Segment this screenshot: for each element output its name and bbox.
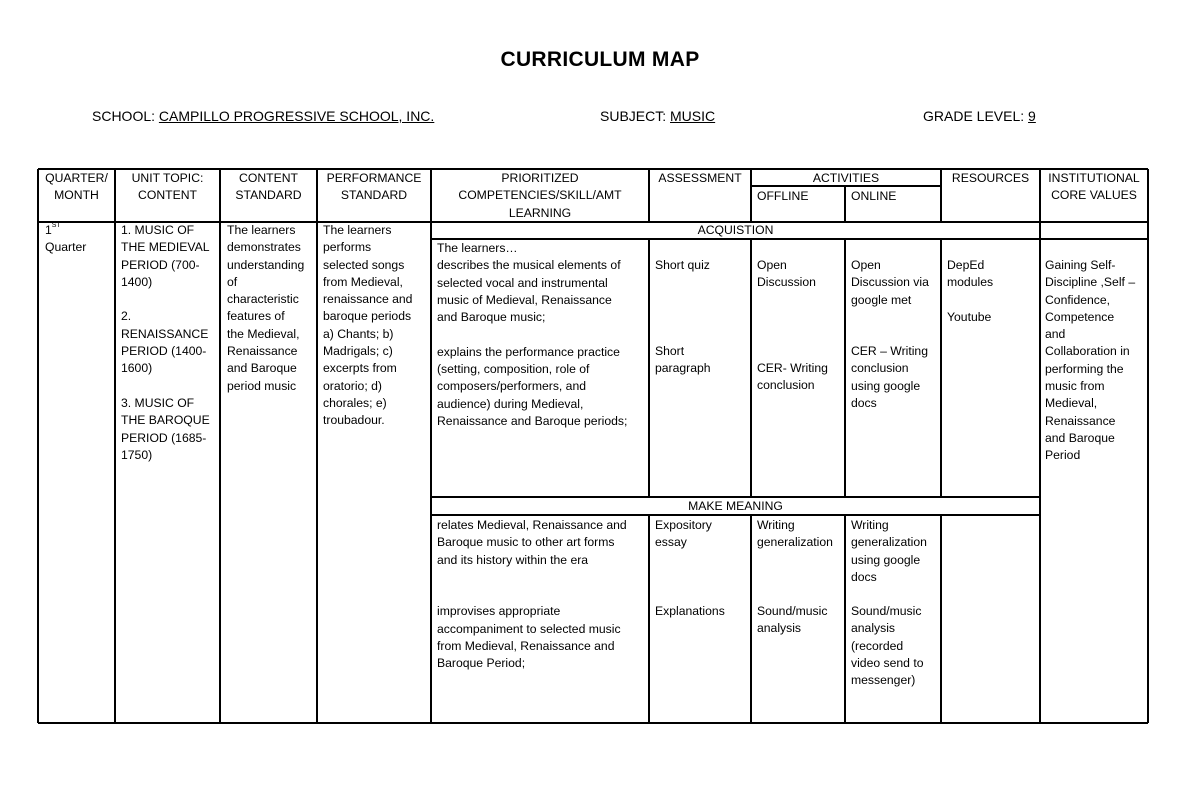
core-values-text-line: and [1045, 327, 1066, 342]
core-values-text-line: Confidence, [1045, 292, 1111, 307]
table-rule [1039, 169, 1040, 723]
content-standard-line: Renaissance [227, 344, 298, 359]
header-offline [757, 188, 808, 205]
section-acquisition [431, 222, 1040, 239]
performance-standard-line: from Medieval, [323, 274, 403, 289]
acq-competencies-line: explains the performance practice [437, 344, 620, 359]
performance-standard-line: The learners [323, 223, 392, 237]
acq-online-cer-line: using google [851, 378, 921, 393]
table-rule [750, 515, 751, 723]
acq-competencies-line: The learners… [437, 241, 518, 255]
unit-topics-line: PERIOD (1685- [121, 430, 207, 445]
unit-topics-line [121, 378, 210, 395]
header-online [851, 188, 896, 205]
performance-standard-line: troubadour. [323, 413, 385, 428]
performance-standard-line: oratorio; d) [323, 378, 382, 393]
mm-online-generalization [851, 517, 927, 586]
mm-competencies-line: and its history within the era [437, 552, 589, 567]
quarter-cell [45, 222, 86, 257]
performance-standard-line: performs [323, 240, 372, 255]
header-competencies-line: COMPETENCIES/SKILL/AMT [458, 188, 622, 203]
content-standard-line: period music [227, 378, 297, 393]
content-standard-line: characteristic [227, 292, 299, 307]
content-standard-line: features of [227, 309, 285, 324]
acq-offline-cer [757, 360, 828, 395]
table-rule [37, 169, 39, 723]
header-unit-topic [115, 170, 220, 205]
performance-standard-line: chorales; e) [323, 395, 387, 410]
mm-assessment-explanations-line: Explanations [655, 604, 725, 618]
table-rule [750, 239, 751, 497]
table-rule [1147, 169, 1149, 723]
unit-topics-line: 1400) [121, 274, 153, 289]
acq-assessment-quiz [655, 257, 710, 274]
acq-competencies-line: music of Medieval, Renaissance [437, 292, 612, 307]
resources-list-line: DepEd [947, 258, 985, 272]
subject-value: MUSIC [670, 108, 716, 124]
acq-offline-discussion-line: Discussion [757, 275, 816, 290]
performance-standard-line: a) Chants; b) [323, 326, 394, 341]
mm-competencies-line: from Medieval, Renaissance and [437, 639, 615, 654]
acq-online-cer-line: docs [851, 395, 877, 410]
performance-standard-line: selected songs [323, 257, 405, 272]
header-unit-topic-line: CONTENT [138, 188, 197, 203]
mm-offline-generalization [757, 517, 833, 552]
unit-topics-line: 1750) [121, 447, 153, 462]
mm-online-analysis-line: Sound/music [851, 604, 922, 618]
table-rule [316, 169, 317, 723]
acq-competencies-line: composers/performers, and [437, 379, 587, 394]
content-standard-line: the Medieval, [227, 326, 300, 341]
acq-competencies-line: audience) during Medieval, [437, 396, 584, 411]
acq-offline-discussion [757, 257, 816, 292]
mm-competencies-line [437, 586, 627, 603]
school-field [92, 108, 434, 124]
core-values-text-line: Gaining Self- [1045, 258, 1116, 272]
acq-competencies [437, 240, 627, 430]
header-core-values-line: CORE VALUES [1051, 188, 1137, 203]
mm-online-generalization-line: generalization [851, 535, 927, 550]
mm-assessment-essay [655, 517, 712, 552]
grade-level-label: GRADE LEVEL: [923, 108, 1029, 124]
mm-competencies-line: relates Medieval, Renaissance and [437, 518, 627, 532]
table-rule [430, 169, 431, 723]
unit-topics-line: THE MEDIEVAL [121, 240, 210, 255]
mm-competencies [437, 517, 627, 673]
acq-offline-cer-line: CER- Writing [757, 361, 828, 375]
school-value: CAMPILLO PROGRESSIVE SCHOOL, INC. [158, 108, 435, 124]
header-quarter-month-line: QUARTER/ [45, 171, 108, 185]
header-activities [751, 170, 941, 187]
mm-competencies-line [437, 569, 627, 586]
table-rule [940, 515, 941, 723]
mm-competencies-line: improvises appropriate [437, 604, 561, 619]
performance-standard-line: excerpts from [323, 361, 397, 376]
table-rule [940, 239, 941, 497]
unit-topics-line: 1600) [121, 361, 153, 376]
header-performance-standard-line: PERFORMANCE [326, 171, 422, 185]
core-values-text-line: Medieval, [1045, 396, 1098, 411]
header-content-standard-line: STANDARD [235, 188, 302, 203]
content-standard-line: demonstrates [227, 240, 301, 255]
mm-assessment-explanations [655, 603, 725, 620]
table-rule [219, 169, 220, 723]
header-core-values-line: INSTITUTIONAL [1048, 171, 1140, 185]
mm-offline-analysis-line: Sound/music [757, 604, 828, 618]
mm-online-generalization-line: using google [851, 552, 921, 567]
section-acquisition-line: ACQUISTION [697, 223, 774, 237]
unit-topics-line: THE BAROQUE [121, 413, 210, 428]
header-core-values [1040, 170, 1148, 205]
mm-offline-analysis-line: analysis [757, 621, 802, 636]
mm-offline-generalization-line: Writing [757, 518, 795, 532]
acq-online-discussion-line: Open [851, 258, 881, 272]
header-performance-standard [317, 170, 431, 205]
performance-standard-line: renaissance and [323, 292, 413, 307]
content-standard-line: understanding [227, 257, 305, 272]
acq-competencies-line [437, 326, 627, 343]
mm-assessment-essay-line: essay [655, 535, 687, 550]
acq-offline-discussion-line: Open [757, 258, 787, 272]
mm-online-analysis-line: (recorded [851, 638, 904, 653]
section-make-meaning-line: MAKE MEANING [688, 499, 783, 513]
mm-online-analysis-line: analysis [851, 621, 896, 636]
header-assessment [649, 170, 751, 187]
grade-level-value: 9 [1028, 108, 1036, 124]
header-performance-standard-line: STANDARD [340, 188, 408, 203]
table-rule [844, 239, 845, 497]
quarter-sup: ST [51, 222, 61, 229]
unit-topics-line: 2. [121, 309, 132, 324]
content-standard [227, 222, 304, 395]
unit-topics-line: PERIOD (1400- [121, 344, 207, 359]
acq-assessment-paragraph-line: Short [655, 344, 685, 358]
core-values-text-line: Period [1045, 448, 1081, 463]
header-resources [941, 170, 1040, 187]
resources-list-line: modules [947, 275, 994, 290]
performance-standard [323, 222, 412, 430]
resources-list-line [947, 292, 993, 309]
quarter-label: Quarter [45, 240, 87, 255]
header-activities-line: ACTIVITIES [812, 171, 880, 185]
acq-online-cer [851, 343, 928, 412]
school-label: SCHOOL: [92, 108, 159, 124]
performance-standard-line: Madrigals; c) [323, 344, 393, 359]
performance-standard-line: baroque periods [323, 309, 412, 324]
unit-topics-line: 1. MUSIC OF [121, 223, 195, 237]
content-standard-line: of [227, 274, 238, 289]
content-standard-line: The learners [227, 223, 296, 237]
acq-assessment-paragraph [655, 343, 711, 378]
mm-online-analysis-line: video send to [851, 655, 924, 670]
core-values-text-line: Renaissance [1045, 413, 1116, 428]
subject-label: SUBJECT: [600, 108, 671, 124]
mm-competencies-line: Baroque music to other art forms [437, 535, 615, 550]
mm-online-analysis [851, 603, 924, 689]
resources-list [947, 257, 993, 326]
mm-offline-generalization-line: generalization [757, 535, 833, 550]
acq-offline-cer-line: conclusion [757, 378, 815, 393]
unit-topics [121, 222, 210, 464]
header-content-standard-line: CONTENT [239, 171, 298, 185]
acq-online-discussion-line: google met [851, 292, 912, 307]
unit-topics-line: 3. MUSIC OF [121, 395, 195, 410]
header-assessment-line: ASSESSMENT [658, 171, 742, 185]
acq-competencies-line: Renaissance and Baroque periods; [437, 413, 628, 428]
section-make-meaning [431, 498, 1040, 515]
header-unit-topic-line: UNIT TOPIC: [131, 171, 204, 185]
header-resources-line: RESOURCES [951, 171, 1030, 185]
header-quarter-month [38, 170, 115, 205]
mm-offline-analysis [757, 603, 827, 638]
acq-competencies-line: and Baroque music; [437, 310, 546, 325]
acq-competencies-line: describes the musical elements of [437, 258, 621, 273]
quarter-num: 1 [45, 223, 52, 237]
mm-online-generalization-line: Writing [851, 518, 889, 532]
header-competencies-line: PRIORITIZED [501, 171, 579, 185]
core-values-text-line: Collaboration in [1045, 344, 1130, 359]
table-rule [648, 239, 649, 497]
table-rule [38, 722, 1148, 724]
page-title: CURRICULUM MAP [500, 48, 700, 71]
acq-assessment-paragraph-line: paragraph [655, 361, 711, 376]
header-competencies-line: LEARNING [508, 205, 572, 220]
mm-competencies-line: Baroque Period; [437, 656, 526, 671]
acq-competencies-line: (setting, composition, role of [437, 362, 590, 377]
header-offline-line: OFFLINE [757, 189, 809, 203]
table-rule [648, 515, 649, 723]
header-quarter-month-line: MONTH [54, 188, 99, 203]
table-rule [844, 515, 845, 723]
table-rule [844, 186, 845, 222]
subject-field [600, 108, 715, 124]
mm-assessment-essay-line: Expository [655, 518, 712, 532]
header-competencies [431, 170, 649, 222]
unit-topics-line: PERIOD (700- [121, 257, 200, 272]
acq-online-cer-line: conclusion [851, 361, 909, 376]
header-online-line: ONLINE [851, 189, 897, 203]
acq-assessment-quiz-line: Short quiz [655, 258, 710, 272]
content-standard-line: and Baroque [227, 361, 297, 376]
core-values-text-line: performing the [1045, 361, 1124, 376]
header-content-standard [220, 170, 317, 205]
grade-level-field [923, 108, 1036, 124]
acq-online-discussion [851, 257, 929, 309]
core-values-text-line: and Baroque [1045, 430, 1115, 445]
mm-online-generalization-line: docs [851, 569, 877, 584]
acq-online-cer-line: CER – Writing [851, 344, 928, 358]
unit-topics-line [121, 291, 210, 308]
core-values-text [1045, 257, 1135, 465]
mm-online-analysis-line: messenger) [851, 673, 916, 688]
unit-topics-line: RENAISSANCE [121, 326, 209, 341]
core-values-text-line: Competence [1045, 309, 1115, 324]
core-values-text-line: music from [1045, 379, 1105, 394]
mm-competencies-line: accompaniment to selected music [437, 621, 621, 636]
core-values-text-line: Discipline ,Self – [1045, 275, 1136, 290]
acq-online-discussion-line: Discussion via [851, 275, 929, 290]
resources-list-line: Youtube [947, 309, 992, 324]
acq-competencies-line: selected vocal and instrumental [437, 275, 608, 290]
quarter-number [45, 222, 86, 239]
table-rule [114, 169, 115, 723]
